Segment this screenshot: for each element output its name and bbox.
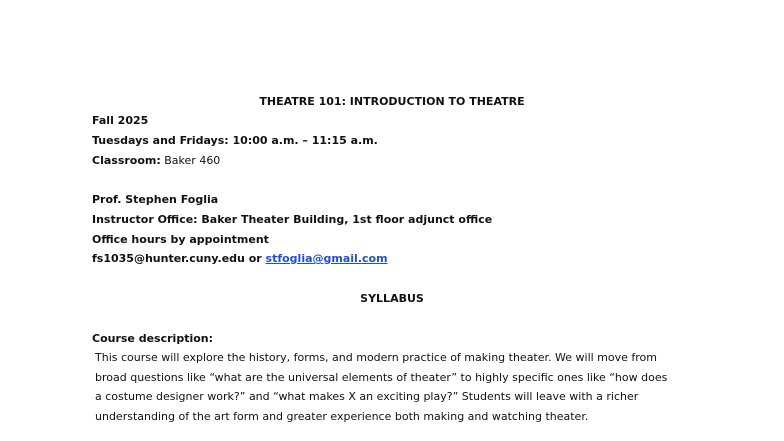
classroom-label: Classroom: bbox=[92, 154, 161, 167]
email-secondary-link[interactable]: stfoglia@gmail.com bbox=[265, 252, 388, 265]
schedule: Tuesdays and Fridays: 10:00 a.m. – 11:15 a.m. bbox=[92, 134, 378, 147]
office-hours: Office hours by appointment bbox=[92, 233, 269, 246]
classroom-value: Baker 460 bbox=[160, 154, 221, 167]
course-description-line: a costume designer work?” and “what makes X an exciting play?” Students will leave with a richer bbox=[95, 390, 639, 403]
term: Fall 2025 bbox=[92, 114, 149, 127]
classroom bbox=[92, 154, 220, 168]
syllabus-heading: SYLLABUS bbox=[360, 292, 424, 305]
email-primary: fs1035@hunter.cuny.edu or bbox=[92, 252, 266, 265]
course-description-heading: Course description: bbox=[92, 332, 214, 345]
course-title: THEATRE 101: INTRODUCTION TO THEATRE bbox=[259, 95, 525, 108]
course-description-paragraph bbox=[95, 348, 705, 426]
instructor-name: Prof. Stephen Foglia bbox=[92, 193, 219, 206]
course-description-line: understanding of the art form and greater experience both making and watching theater. bbox=[95, 409, 589, 423]
course-description-line: broad questions like “what are the universal elements of theater” to highly specific ones like “how does bbox=[95, 370, 668, 384]
contact-emails bbox=[92, 252, 388, 266]
course-description-line: This course will explore the history, forms, and modern practice of making theater. We will move from bbox=[95, 351, 657, 364]
instructor-office: Instructor Office: Baker Theater Building, 1st floor adjunct office bbox=[92, 213, 493, 226]
